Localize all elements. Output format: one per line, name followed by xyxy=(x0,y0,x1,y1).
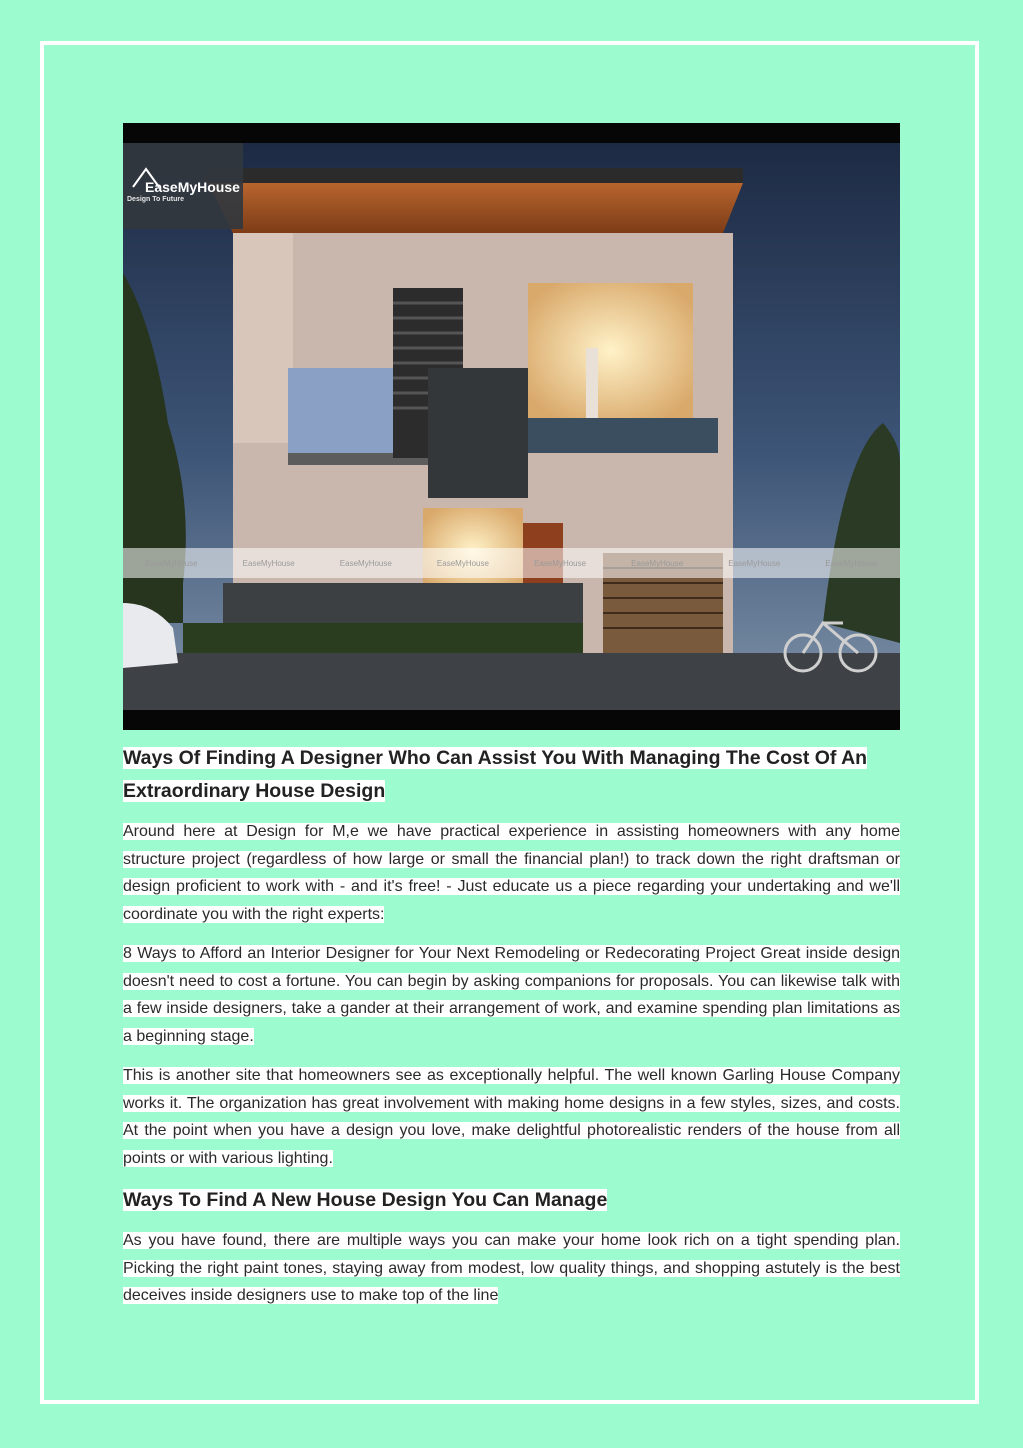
paragraph-text: As you have found, there are multiple ways you can make your home look rich on a tight spending plan. Picking the right paint tones, staying away from modest, low quality things, and shopping astutely is the best deceives inside designers use to make top of the line xyxy=(123,1232,900,1304)
section-heading xyxy=(123,1184,900,1217)
watermark-text: EaseMyHouse xyxy=(436,558,489,568)
article-paragraph xyxy=(123,1227,900,1310)
watermark-text: EaseMyHouse xyxy=(825,558,878,568)
watermark-text: EaseMyHouse xyxy=(631,558,684,568)
watermark-text: EaseMyHouse xyxy=(242,558,295,568)
brand-logo-name: EaseMyHouse xyxy=(145,179,240,195)
house-render-image xyxy=(123,123,900,730)
watermark-text: EaseMyHouse xyxy=(534,558,587,568)
brand-logo-tagline: Design To Future xyxy=(127,196,185,203)
section-heading-text: Ways To Find A New House Design You Can Manage xyxy=(123,1189,608,1211)
article-paragraph xyxy=(123,1062,900,1172)
paragraph-text: 8 Ways to Afford an Interior Designer for Your Next Remodeling or Redecorating Project Great inside design doesn't need to cost a fortune. You can begin by asking companions for proposals. You can likewise talk with a few inside designers, take a gander at their arrangement of work, and examine spending plan limitations as a beginning stage. xyxy=(123,945,900,1045)
article-paragraph xyxy=(123,818,900,928)
article-heading xyxy=(123,742,900,808)
watermark-strip xyxy=(123,548,900,578)
brand-logo-panel xyxy=(123,143,243,229)
paragraph-text: This is another site that homeowners see as exceptionally helpful. The well known Garling House Company works it. The organization has great involvement with making home designs in a few styles, sizes, and costs. At the point when you have a design you love, make delightful photorealistic renders of the house from all points or with various lighting. xyxy=(123,1067,900,1167)
watermark-text: EaseMyHouse xyxy=(728,558,781,568)
article-body xyxy=(123,742,900,1322)
article-paragraph xyxy=(123,940,900,1050)
watermark-text: EaseMyHouse xyxy=(339,558,392,568)
paragraph-text: Around here at Design for M,e we have practical experience in assisting homeowners with any home structure project (regardless of how large or small the financial plan!) to track down the right draftsman or design proficient to work with - and it's free! - Just educate us a piece regarding your undertaking and we'll coordinate you with the right experts: xyxy=(123,823,900,923)
article-heading-text: Ways Of Finding A Designer Who Can Assist You With Managing The Cost Of An Extraordinary House Design xyxy=(123,747,868,802)
watermark-text: EaseMyHouse xyxy=(145,558,198,568)
